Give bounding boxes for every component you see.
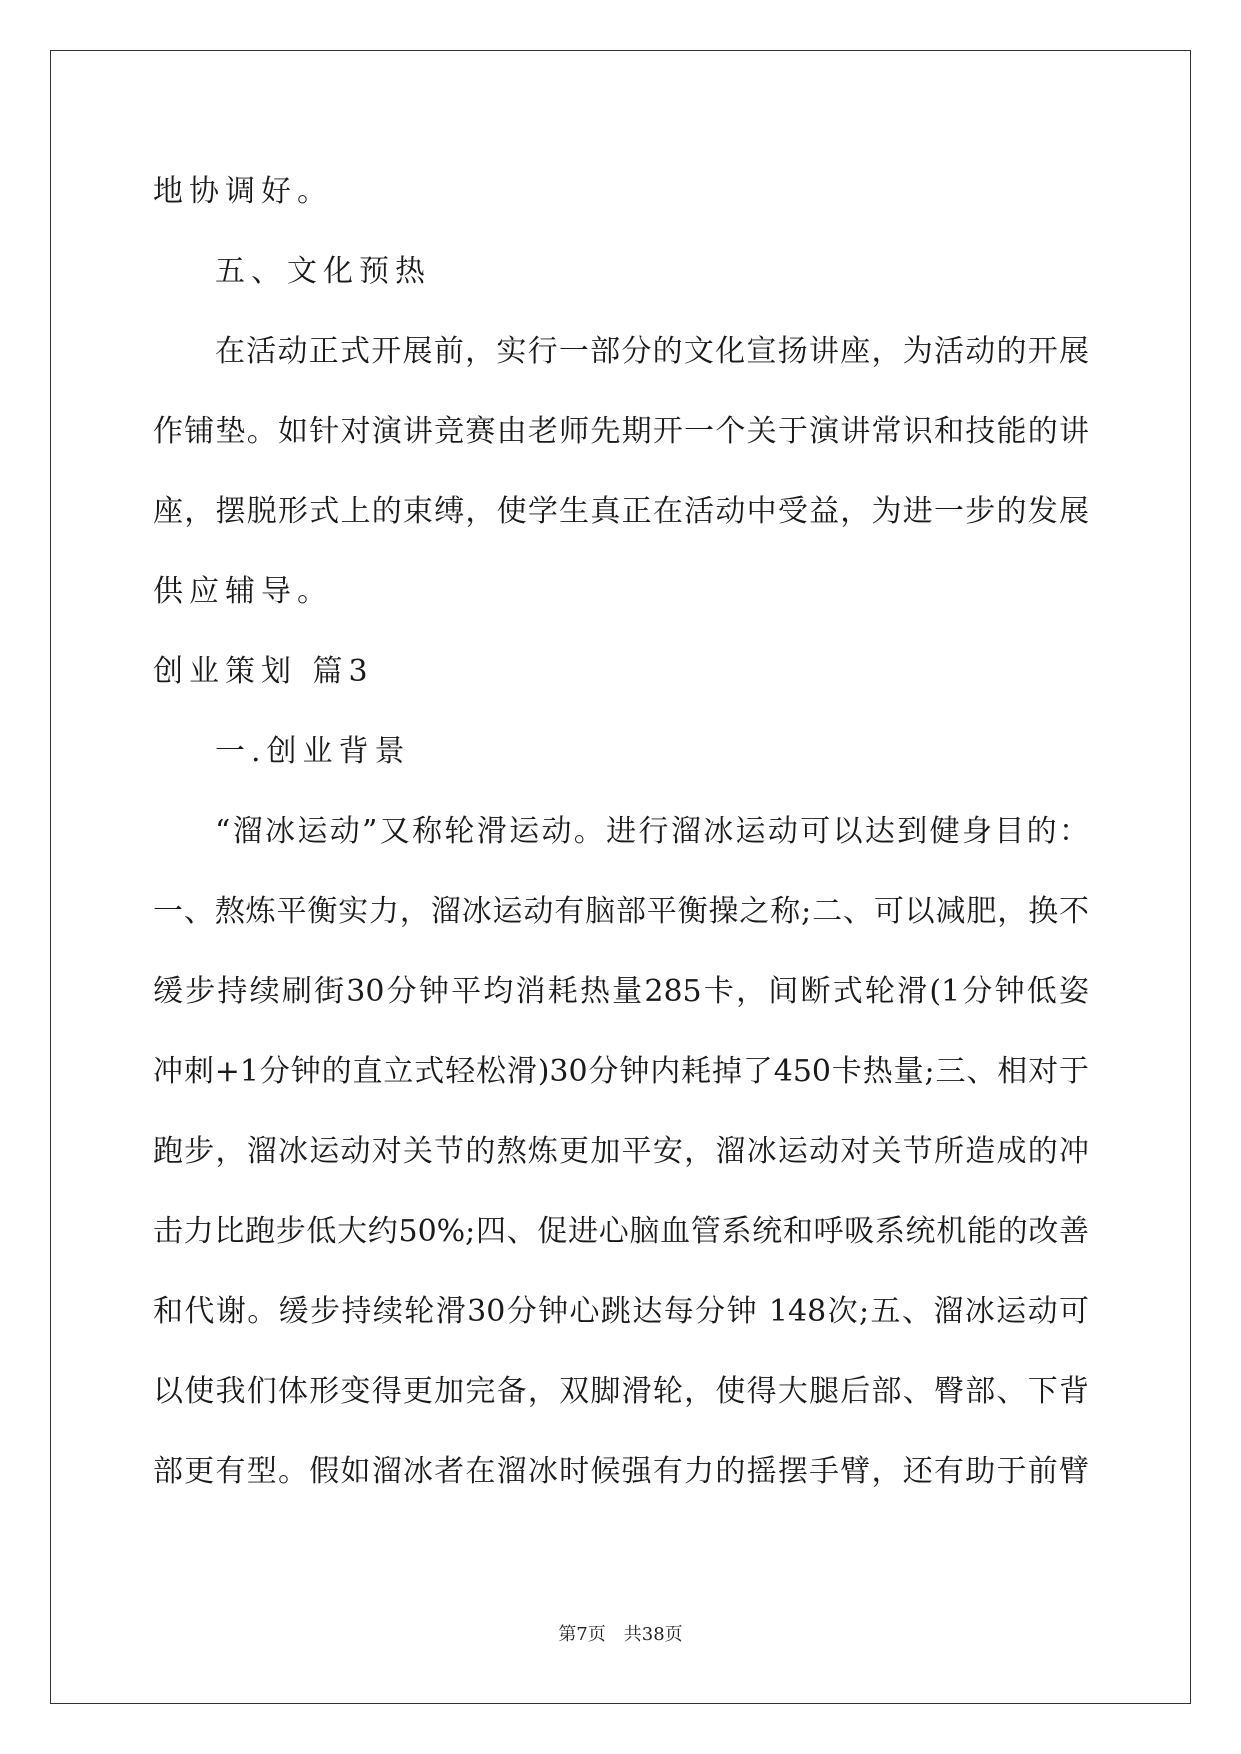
- text-line-1: 地协调好。: [153, 174, 333, 209]
- text-line-9: “溜冰运动”又称轮滑运动。进行溜冰运动可以达到健身目的：: [215, 814, 1089, 849]
- chapter-title: 创业策划 篇3: [153, 654, 374, 689]
- text-line-14: 击力比跑步低大约50%;四、促进心脑血管系统和呼吸系统机能的改善: [153, 1214, 1089, 1249]
- text-line-16: 以使我们体形变得更加完备，双脚滑轮，使得大腿后部、臀部、下背: [153, 1374, 1089, 1409]
- text-line-12: 冲刺+1分钟的直立式轻松滑)30分钟内耗掉了450卡热量;三、相对于: [153, 1054, 1089, 1089]
- document-body: [153, 152, 1089, 1512]
- section-heading-culture-warmup: 五、文化预热: [215, 254, 431, 289]
- text-line-11: 缓步持续刷街30分钟平均消耗热量285卡，间断式轮滑(1分钟低姿: [153, 974, 1089, 1009]
- text-line-5: 座，摆脱形式上的束缚，使学生真正在活动中受益，为进一步的发展: [153, 494, 1089, 529]
- text-line-17: 部更有型。假如溜冰者在溜冰时候强有力的摇摆手臂，还有助于前臂: [153, 1454, 1089, 1489]
- text-line-10: 一、熬炼平衡实力，溜冰运动有脑部平衡操之称;二、可以减肥，换不: [153, 894, 1089, 929]
- page-number-footer: 第7页 共38页: [558, 1624, 683, 1645]
- section-heading-background: 一.创业背景: [215, 734, 411, 769]
- text-line-4: 作铺垫。如针对演讲竞赛由老师先期开一个关于演讲常识和技能的讲: [153, 414, 1089, 449]
- text-line-6: 供应辅导。: [153, 574, 333, 609]
- text-line-15: 和代谢。缓步持续轮滑30分钟心跳达每分钟 148次;五、溜冰运动可: [153, 1294, 1089, 1329]
- text-line-3: 在活动正式开展前，实行一部分的文化宣扬讲座，为活动的开展: [215, 334, 1089, 369]
- text-line-13: 跑步，溜冰运动对关节的熬炼更加平安，溜冰运动对关节所造成的冲: [153, 1134, 1089, 1169]
